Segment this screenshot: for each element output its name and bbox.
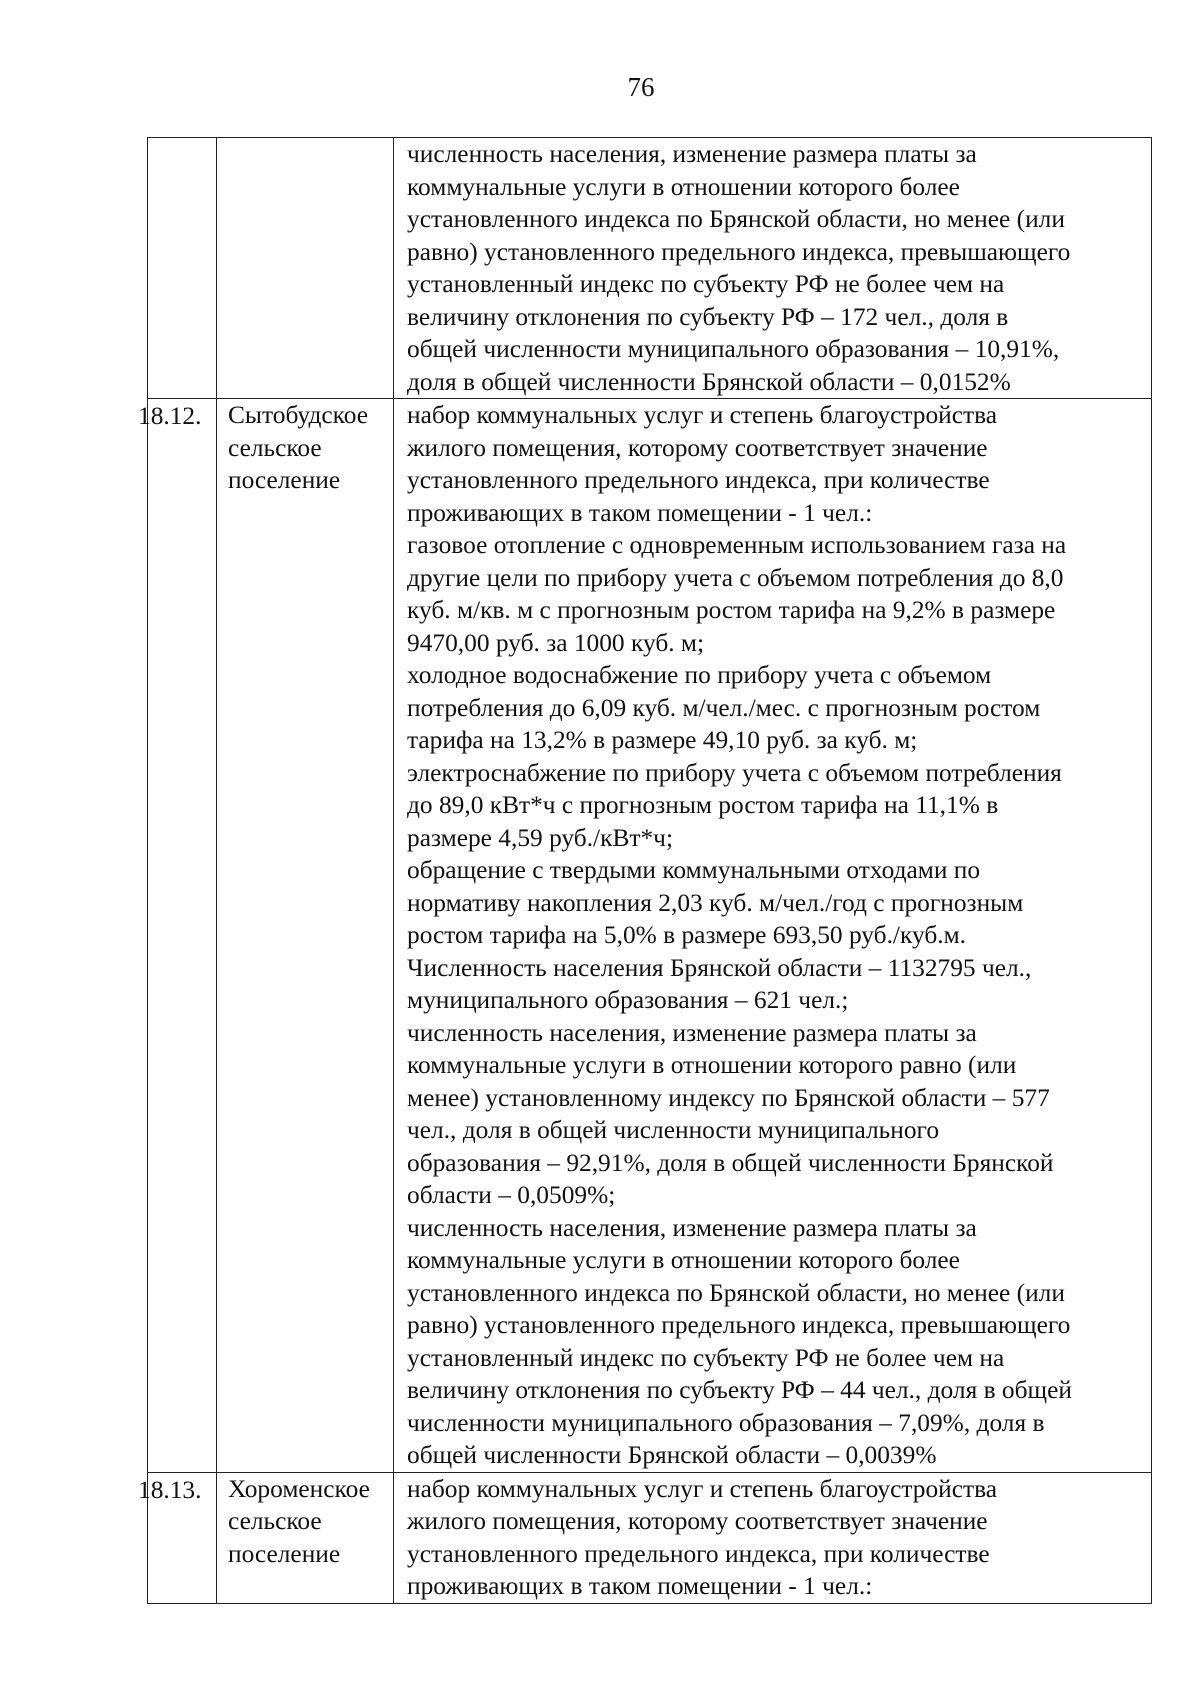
description-line: коммунальные услуги в отношении которого равно (или: [407, 1051, 1017, 1079]
description-line: численности муниципального образования – 7,09%, доля в: [407, 1408, 1045, 1437]
description-line: жилого помещения, которому соответствует значение: [407, 1507, 988, 1535]
description-line: величину отклонения по субъекту РФ – 172 чел., доля в: [407, 302, 1009, 331]
description-line: муниципального образования – 621 чел.;: [407, 986, 849, 1014]
settlement-name-cell: [217, 1472, 394, 1603]
description-line: другие цели по прибору учета с объемом потребления до 8,0: [407, 563, 1064, 592]
description-line: газовое отопление с одновременным использованием газа на: [407, 531, 1067, 559]
settlement-name-line: поселение: [228, 466, 341, 494]
description-line: установленный индекс по субъекту РФ не более чем на: [407, 270, 1005, 298]
row-number-cell: [138, 1472, 217, 1603]
description-line: доля в общей численности Брянской области – 0,0152%: [407, 367, 1011, 396]
settlement-name-line: сельское: [228, 1507, 322, 1535]
settlement-name-line: Хороменское: [228, 1474, 370, 1503]
description-cell: [394, 1472, 1152, 1603]
description-line: численность населения, изменение размера платы за: [407, 1018, 977, 1047]
description-line: до 89,0 кВт*ч с прогнозным ростом тарифа на 11,1% в: [407, 791, 999, 819]
tariff-table: [138, 137, 1152, 1604]
settlement-name-line: Сытобудское: [228, 401, 369, 429]
description-line: области – 0,0509%;: [407, 1181, 616, 1209]
description-line: холодное водоснабжение по прибору учета с объемом: [407, 661, 992, 689]
description-line: установленный индекс по субъекту РФ не более чем на: [407, 1343, 1005, 1372]
description-line: обращение с твердыми коммунальными отходами по: [407, 856, 981, 884]
description-line: менее) установленному индексу по Брянской области – 577: [407, 1083, 1050, 1112]
settlement-name-line: поселение: [228, 1539, 341, 1568]
row-number: 18.13.: [138, 1475, 202, 1504]
description-line: коммунальные услуги в отношении которого более: [407, 1246, 960, 1274]
settlement-name-line: сельское: [228, 433, 322, 462]
description-line: коммунальные услуги в отношении которого более: [407, 172, 960, 201]
description-line: величину отклонения по субъекту РФ – 44 чел., доля в общей: [407, 1376, 1072, 1404]
table-row: [148, 1472, 1152, 1603]
description-line: чел., доля в общей численности муниципального: [407, 1116, 940, 1144]
description-line: равно) установленного предельного индекса, превышающего: [407, 1311, 1071, 1339]
description-cell: [394, 138, 1152, 399]
description-line: установленного индекса по Брянской области, но менее (или: [407, 205, 1065, 233]
description-line: электроснабжение по прибору учета с объемом потребления: [407, 758, 1062, 787]
description-line: 9470,00 руб. за 1000 куб. м;: [407, 628, 705, 657]
description-line: общей численности муниципального образования – 10,91%,: [407, 335, 1060, 363]
settlement-name-cell: [217, 399, 394, 1473]
row-number-cell: [138, 399, 217, 1473]
row-number-cell: [148, 138, 217, 399]
row-number: 18.12.: [138, 402, 202, 430]
description-line: установленного предельного индекса, при количестве: [407, 466, 990, 494]
description-cell: [394, 399, 1152, 1473]
description-line: равно) установленного предельного индекса, превышающего: [407, 237, 1071, 266]
description-line: образования – 92,91%, доля в общей численности Брянской: [407, 1148, 1054, 1177]
description-line: ростом тарифа на 5,0% в размере 693,50 руб./куб.м.: [407, 921, 967, 949]
settlement-name-cell: [217, 138, 394, 399]
description-line: проживающих в таком помещении - 1 чел.:: [407, 1572, 873, 1600]
description-line: нормативу накопления 2,03 куб. м/чел./год с прогнозным: [407, 888, 1024, 917]
description-line: куб. м/кв. м с прогнозным ростом тарифа на 9,2% в размере: [407, 596, 1056, 624]
description-line: потребления до 6,09 куб. м/чел./мес. с прогнозным ростом: [407, 693, 1041, 722]
description-line: размере 4,59 руб./кВт*ч;: [407, 823, 673, 852]
description-line: Численность населения Брянской области – 1132795 чел.,: [407, 953, 1032, 982]
description-line: проживающих в таком помещении - 1 чел.:: [407, 498, 873, 527]
description-line: общей численности Брянской области – 0,0039%: [407, 1441, 937, 1469]
page-number: 76: [627, 72, 655, 102]
description-line: численность населения, изменение размера платы за: [407, 140, 977, 168]
description-line: набор коммунальных услуг и степень благоустройства: [407, 401, 998, 429]
description-line: набор коммунальных услуг и степень благоустройства: [407, 1474, 998, 1503]
description-line: установленного индекса по Брянской области, но менее (или: [407, 1278, 1065, 1307]
table-row: [148, 399, 1152, 1473]
table-row: [148, 138, 1152, 399]
description-line: тарифа на 13,2% в размере 49,10 руб. за куб. м;: [407, 726, 918, 754]
description-line: установленного предельного индекса, при количестве: [407, 1539, 990, 1568]
description-line: численность населения, изменение размера платы за: [407, 1213, 977, 1242]
description-line: жилого помещения, которому соответствует значение: [407, 433, 988, 462]
